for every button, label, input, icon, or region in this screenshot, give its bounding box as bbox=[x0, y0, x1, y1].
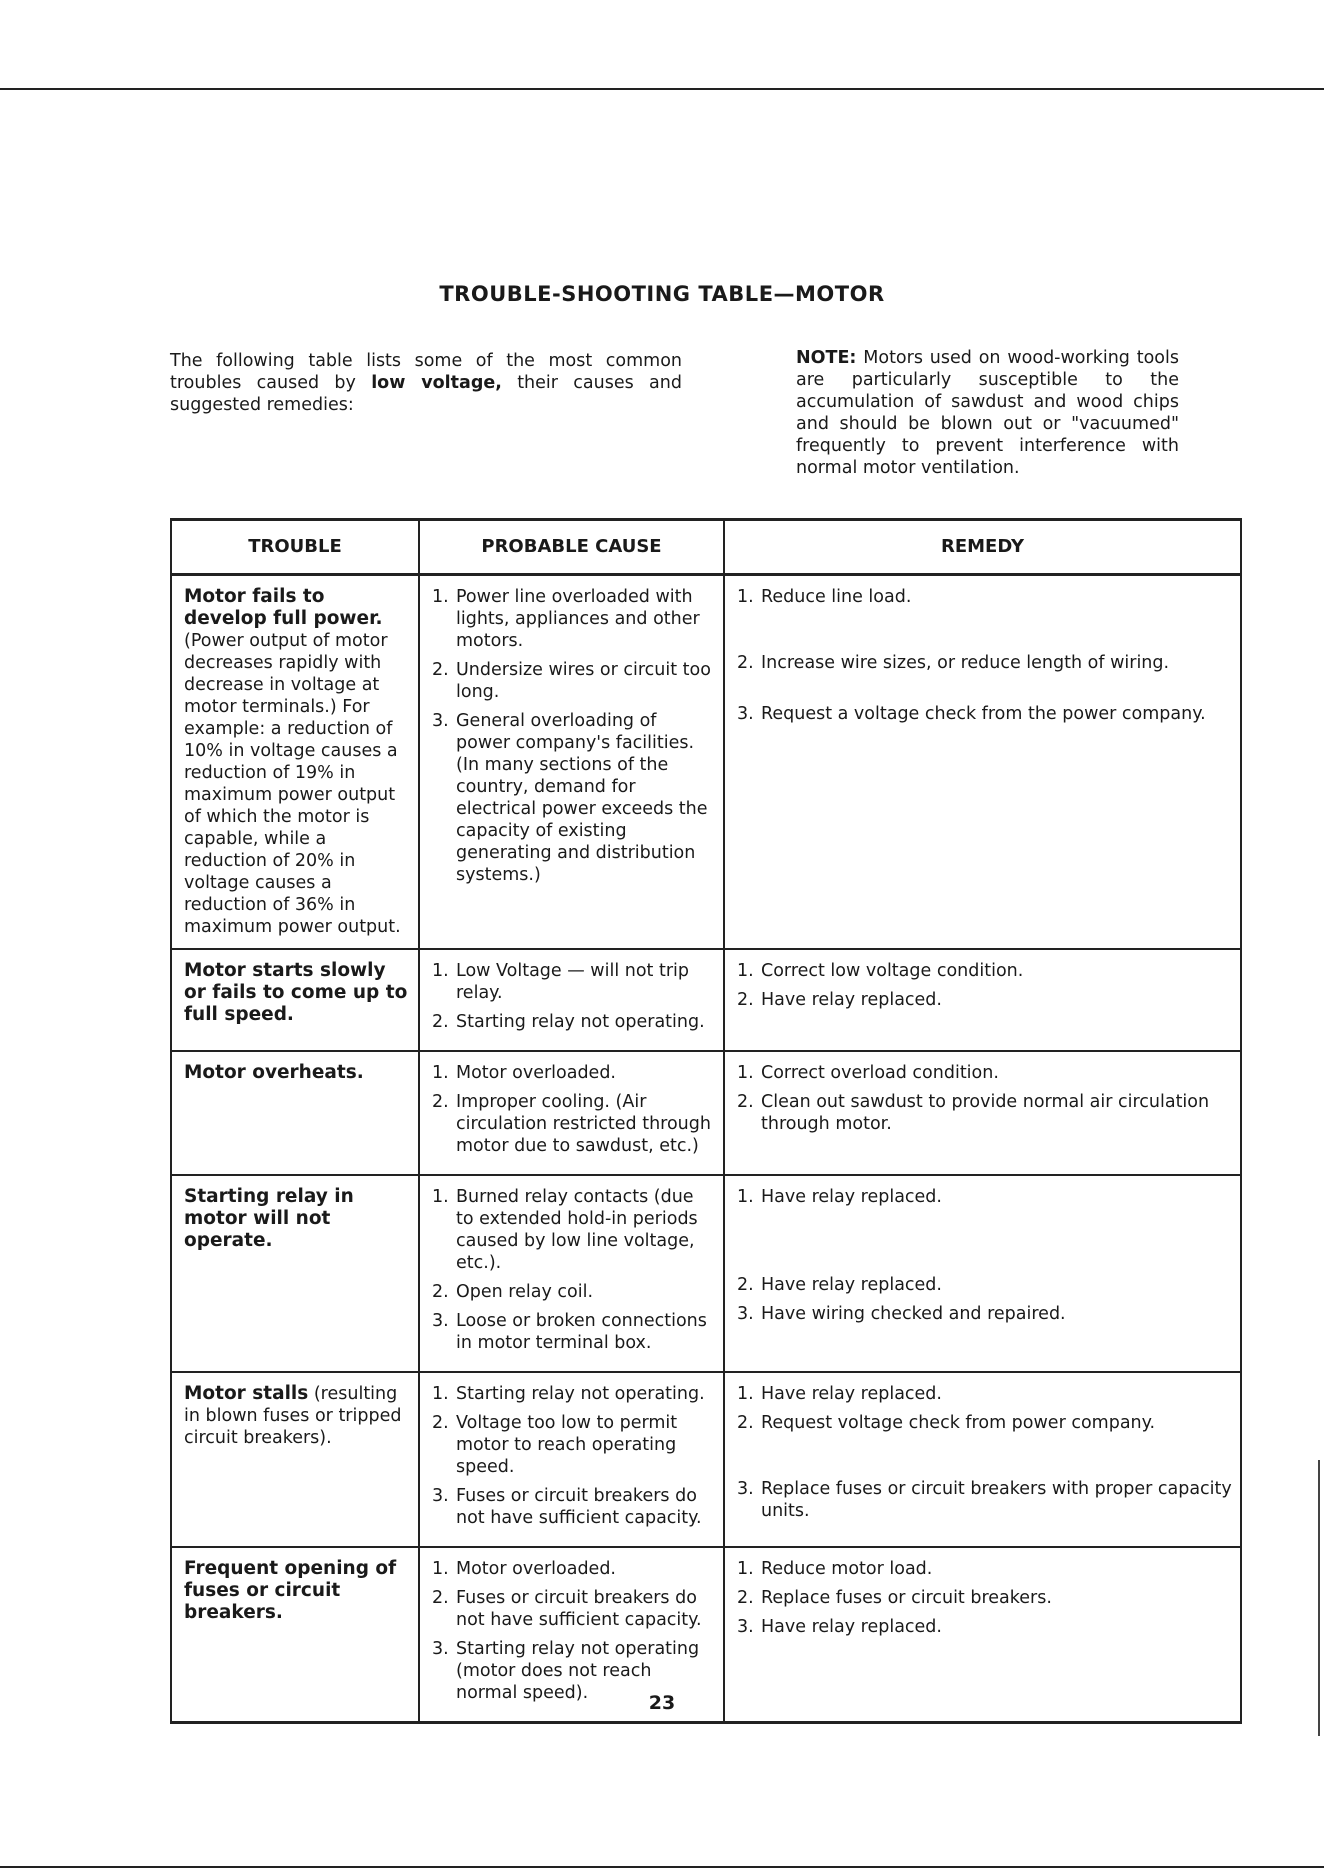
remedy-item-text: Correct overload condition. bbox=[761, 1063, 999, 1083]
cause-item-text: Fuses or circuit breakers do not have sufficient capacity. bbox=[456, 1486, 702, 1528]
cause-item bbox=[432, 960, 715, 1004]
cause-item bbox=[432, 710, 715, 886]
cause-item-text: Undersize wires or circuit too long. bbox=[456, 660, 711, 702]
remedy-item bbox=[737, 1274, 1232, 1296]
trouble-cell bbox=[171, 575, 419, 950]
remedy-item-number: 2. bbox=[737, 1588, 754, 1608]
probable-cause-cell-list bbox=[432, 1383, 715, 1529]
cause-item-number: 2. bbox=[432, 1588, 449, 1608]
trouble-cell bbox=[171, 1051, 419, 1175]
remedy-item-number: 1. bbox=[737, 587, 754, 607]
table-row bbox=[171, 949, 1241, 1051]
remedy-item-text: Request a voltage check from the power company. bbox=[761, 704, 1206, 724]
remedy-item bbox=[737, 1383, 1232, 1405]
cause-item-text: General overloading of power company's facilities. (In many sections of the country, demand for electrical power exceeds the capacity of existing generating and distribution systems.) bbox=[456, 711, 708, 885]
cause-item bbox=[432, 1281, 715, 1303]
remedy-item-text: Request voltage check from power company. bbox=[761, 1413, 1156, 1433]
remedy-cell bbox=[724, 575, 1241, 950]
cause-item-number: 3. bbox=[432, 711, 449, 731]
cause-item-text: Loose or broken connections in motor terminal box. bbox=[456, 1311, 707, 1353]
cause-item-text: Fuses or circuit breakers do not have sufficient capacity. bbox=[456, 1588, 702, 1630]
scan-edge-line bbox=[1318, 1460, 1320, 1736]
cause-item-number: 3. bbox=[432, 1486, 449, 1506]
remedy-cell bbox=[724, 1372, 1241, 1547]
header-remedy: REMEDY bbox=[724, 520, 1241, 575]
probable-cause-cell bbox=[419, 1175, 724, 1372]
troubleshooting-table bbox=[170, 518, 1242, 1724]
cause-item bbox=[432, 1011, 715, 1033]
remedy-item-number: 2. bbox=[737, 1413, 754, 1433]
remedy-item-text: Correct low voltage condition. bbox=[761, 961, 1024, 981]
cause-item bbox=[432, 1062, 715, 1084]
intro-paragraph bbox=[170, 350, 682, 416]
remedy-cell bbox=[724, 1051, 1241, 1175]
probable-cause-cell-list bbox=[432, 1062, 715, 1157]
cause-item-text: Low Voltage — will not trip relay. bbox=[456, 961, 690, 1003]
remedy-item-number: 3. bbox=[737, 704, 754, 724]
trouble-title: Motor overheats. bbox=[184, 1062, 364, 1083]
trouble-cell bbox=[171, 1372, 419, 1547]
page-title: TROUBLE-SHOOTING TABLE—MOTOR bbox=[439, 282, 885, 306]
cause-item bbox=[432, 1558, 715, 1580]
remedy-item-text: Replace fuses or circuit breakers with proper capacity units. bbox=[761, 1479, 1232, 1521]
cause-item-number: 1. bbox=[432, 1384, 449, 1404]
cause-item-number: 1. bbox=[432, 961, 449, 981]
cause-item-number: 2. bbox=[432, 1012, 449, 1032]
cause-item-text: Voltage too low to permit motor to reach operating speed. bbox=[456, 1413, 678, 1477]
remedy-cell-list bbox=[737, 1558, 1232, 1638]
remedy-item bbox=[737, 586, 1232, 608]
remedy-item bbox=[737, 1303, 1232, 1325]
probable-cause-cell bbox=[419, 575, 724, 950]
probable-cause-cell-list bbox=[432, 1186, 715, 1354]
page-number: 23 bbox=[648, 1692, 676, 1714]
remedy-item bbox=[737, 1186, 1232, 1208]
cause-item-number: 1. bbox=[432, 1187, 449, 1207]
remedy-item-text: Replace fuses or circuit breakers. bbox=[761, 1588, 1052, 1608]
remedy-cell-list bbox=[737, 1186, 1232, 1325]
header-trouble: TROUBLE bbox=[171, 520, 419, 575]
remedy-item bbox=[737, 1587, 1232, 1609]
remedy-item-text: Have relay replaced. bbox=[761, 1617, 942, 1637]
remedy-item bbox=[737, 1616, 1232, 1638]
remedy-item-number: 1. bbox=[737, 1559, 754, 1579]
intro-emphasis: low voltage, bbox=[371, 373, 502, 393]
cause-item-number: 1. bbox=[432, 587, 449, 607]
cause-item-text: Power line overloaded with lights, appliances and other motors. bbox=[456, 587, 700, 651]
remedy-item-number: 3. bbox=[737, 1617, 754, 1637]
bottom-rule bbox=[0, 1866, 1324, 1868]
trouble-title: Frequent opening of fuses or circuit breakers. bbox=[184, 1558, 397, 1623]
probable-cause-cell-list bbox=[432, 1558, 715, 1704]
cause-item bbox=[432, 1310, 715, 1354]
remedy-item-number: 1. bbox=[737, 1187, 754, 1207]
trouble-description: (resulting in blown fuses or tripped circuit breakers). bbox=[184, 1384, 402, 1448]
remedy-item bbox=[737, 652, 1232, 674]
remedy-cell-list bbox=[737, 1062, 1232, 1135]
cause-item-number: 2. bbox=[432, 660, 449, 680]
probable-cause-cell-list bbox=[432, 586, 715, 886]
remedy-item-number: 1. bbox=[737, 1063, 754, 1083]
remedy-cell bbox=[724, 1175, 1241, 1372]
remedy-cell bbox=[724, 949, 1241, 1051]
remedy-item bbox=[737, 703, 1232, 725]
remedy-item-text: Have wiring checked and repaired. bbox=[761, 1304, 1066, 1324]
trouble-description: (Power output of motor decreases rapidly with decrease in voltage at motor terminals.) For example: a reduction of 10% in voltage causes a reduction of 19% in maximum power output of which the motor is capable, while a reduction of 20% in voltage causes a reduction of 36% in maximum power output. bbox=[184, 631, 401, 937]
cause-item-text: Starting relay not operating (motor does not reach normal speed). bbox=[456, 1639, 700, 1703]
remedy-item bbox=[737, 1412, 1232, 1434]
probable-cause-cell bbox=[419, 1372, 724, 1547]
probable-cause-cell bbox=[419, 949, 724, 1051]
remedy-item-text: Clean out sawdust to provide normal air circulation through motor. bbox=[761, 1092, 1210, 1134]
cause-item-text: Starting relay not operating. bbox=[456, 1384, 705, 1404]
table-row bbox=[171, 1051, 1241, 1175]
remedy-item-number: 2. bbox=[737, 990, 754, 1010]
remedy-item-text: Reduce motor load. bbox=[761, 1559, 933, 1579]
trouble-title: Motor stalls bbox=[184, 1383, 309, 1404]
remedy-item-number: 1. bbox=[737, 1384, 754, 1404]
cause-item-number: 2. bbox=[432, 1092, 449, 1112]
remedy-item bbox=[737, 1558, 1232, 1580]
remedy-item-text: Have relay replaced. bbox=[761, 1384, 942, 1404]
cause-item-text: Burned relay contacts (due to extended hold-in periods caused by low line voltage, etc.). bbox=[456, 1187, 698, 1273]
cause-item bbox=[432, 1587, 715, 1631]
table-row bbox=[171, 1372, 1241, 1547]
remedy-cell-list bbox=[737, 1383, 1232, 1522]
top-rule bbox=[0, 88, 1324, 90]
trouble-cell bbox=[171, 949, 419, 1051]
remedy-item-text: Reduce line load. bbox=[761, 587, 912, 607]
remedy-item-number: 2. bbox=[737, 653, 754, 673]
cause-item-text: Starting relay not operating. bbox=[456, 1012, 705, 1032]
note-text: Motors used on wood-working tools are particularly susceptible to the accumulation of sawdust and wood chips and should be blown out or "vacuumed" frequently to prevent interference with normal motor ventilation. bbox=[796, 348, 1179, 478]
cause-item-text: Motor overloaded. bbox=[456, 1559, 616, 1579]
remedy-item-text: Have relay replaced. bbox=[761, 1187, 942, 1207]
remedy-item-text: Have relay replaced. bbox=[761, 1275, 942, 1295]
cause-item bbox=[432, 1412, 715, 1478]
header-probable-cause: PROBABLE CAUSE bbox=[419, 520, 724, 575]
cause-item-number: 2. bbox=[432, 1413, 449, 1433]
note-label: NOTE: bbox=[796, 348, 857, 368]
trouble-title: Motor starts slowly or fails to come up to full speed. bbox=[184, 960, 408, 1025]
remedy-item bbox=[737, 989, 1232, 1011]
remedy-cell-list bbox=[737, 586, 1232, 725]
trouble-title: Starting relay in motor will not operate. bbox=[184, 1186, 354, 1251]
cause-item-number: 3. bbox=[432, 1311, 449, 1331]
table-row bbox=[171, 575, 1241, 950]
cause-item bbox=[432, 1383, 715, 1405]
cause-item-number: 3. bbox=[432, 1639, 449, 1659]
remedy-item bbox=[737, 960, 1232, 982]
probable-cause-cell-list bbox=[432, 960, 715, 1033]
cause-item bbox=[432, 1485, 715, 1529]
cause-item-number: 1. bbox=[432, 1063, 449, 1083]
intro-text-start: The following table lists some of the most common troubles caused by bbox=[170, 351, 682, 393]
probable-cause-cell bbox=[419, 1051, 724, 1175]
cause-item bbox=[432, 659, 715, 703]
table-row bbox=[171, 1175, 1241, 1372]
remedy-item-number: 2. bbox=[737, 1092, 754, 1112]
trouble-cell bbox=[171, 1175, 419, 1372]
cause-item-text: Improper cooling. (Air circulation restricted through motor due to sawdust, etc.) bbox=[456, 1092, 711, 1156]
cause-item-number: 2. bbox=[432, 1282, 449, 1302]
remedy-item-text: Increase wire sizes, or reduce length of wiring. bbox=[761, 653, 1170, 673]
remedy-item bbox=[737, 1062, 1232, 1084]
remedy-item-number: 3. bbox=[737, 1479, 754, 1499]
cause-item bbox=[432, 586, 715, 652]
cause-item-number: 1. bbox=[432, 1559, 449, 1579]
cause-item bbox=[432, 1186, 715, 1274]
table-header-row bbox=[171, 520, 1241, 575]
note-paragraph bbox=[796, 347, 1179, 479]
remedy-item bbox=[737, 1091, 1232, 1135]
intro-text-end: their causes and suggested remedies: bbox=[170, 373, 682, 415]
remedy-item-number: 2. bbox=[737, 1275, 754, 1295]
remedy-cell-list bbox=[737, 960, 1232, 1011]
remedy-item-number: 3. bbox=[737, 1304, 754, 1324]
cause-item-text: Open relay coil. bbox=[456, 1282, 594, 1302]
remedy-item-number: 1. bbox=[737, 961, 754, 981]
remedy-item bbox=[737, 1478, 1232, 1522]
remedy-item-text: Have relay replaced. bbox=[761, 990, 942, 1010]
cause-item-text: Motor overloaded. bbox=[456, 1063, 616, 1083]
trouble-title: Motor fails to develop full power. bbox=[184, 586, 383, 629]
cause-item bbox=[432, 1091, 715, 1157]
